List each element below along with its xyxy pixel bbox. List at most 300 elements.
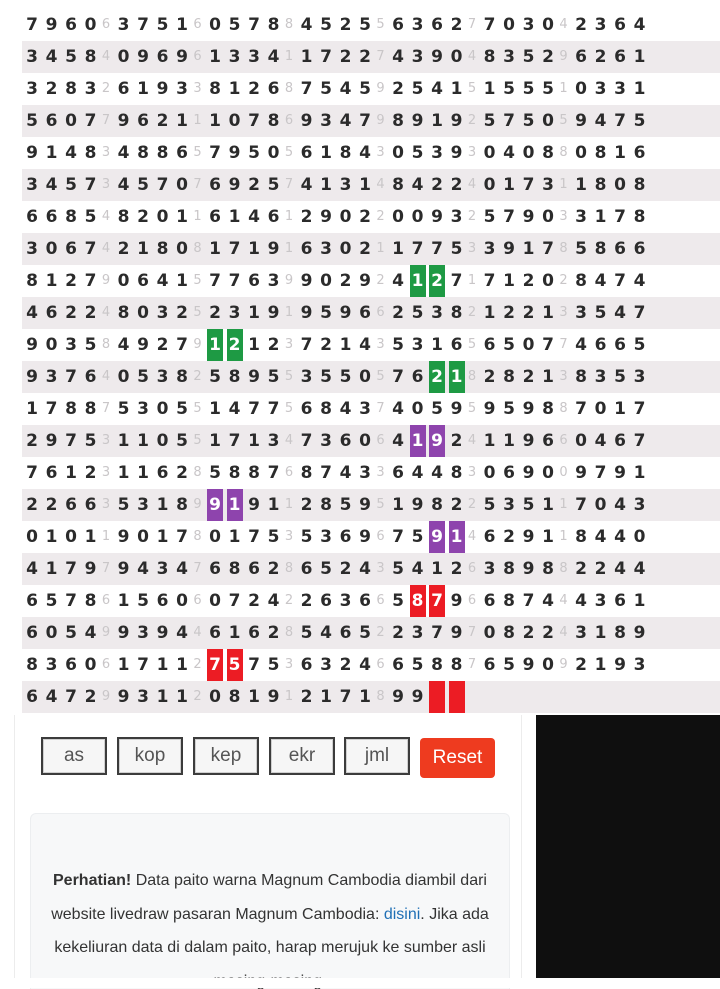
paito-digit[interactable]: 5 bbox=[357, 9, 373, 41]
paito-digit[interactable]: 8 bbox=[540, 553, 556, 585]
paito-digit[interactable]: 4 bbox=[612, 489, 628, 521]
paito-digit[interactable]: 7 bbox=[155, 169, 171, 201]
paito-digit[interactable]: 8 bbox=[573, 521, 589, 553]
paito-digit[interactable]: 9 bbox=[521, 457, 537, 489]
paito-digit[interactable]: 5 bbox=[429, 393, 445, 425]
paito-digit[interactable]: 9 bbox=[429, 425, 445, 457]
paito-digit[interactable]: 1 bbox=[116, 649, 132, 681]
paito-digit[interactable]: 6 bbox=[338, 425, 354, 457]
reset-button[interactable]: Reset bbox=[420, 738, 495, 778]
paito-digit[interactable]: 1 bbox=[246, 297, 262, 329]
paito-digit[interactable]: 4 bbox=[266, 585, 282, 617]
paito-digit[interactable]: 7 bbox=[318, 457, 334, 489]
paito-digit[interactable]: 0 bbox=[63, 105, 79, 137]
paito-separator-digit[interactable]: 9 bbox=[191, 489, 205, 521]
paito-digit[interactable]: 5 bbox=[135, 169, 151, 201]
paito-digit[interactable]: 4 bbox=[338, 73, 354, 105]
paito-digit[interactable]: 1 bbox=[135, 457, 151, 489]
paito-digit[interactable]: 5 bbox=[390, 329, 406, 361]
paito-digit[interactable]: 1 bbox=[227, 521, 243, 553]
paito-digit[interactable]: 9 bbox=[116, 521, 132, 553]
paito-digit[interactable]: 0 bbox=[207, 521, 223, 553]
paito-digit[interactable]: 7 bbox=[612, 201, 628, 233]
paito-digit[interactable]: 1 bbox=[246, 233, 262, 265]
paito-separator-digit[interactable]: 3 bbox=[374, 457, 388, 489]
paito-separator-digit[interactable]: 1 bbox=[191, 105, 205, 137]
paito-digit[interactable]: 8 bbox=[501, 553, 517, 585]
paito-separator-digit[interactable]: 2 bbox=[465, 489, 479, 521]
paito-digit[interactable]: 8 bbox=[83, 585, 99, 617]
paito-digit[interactable]: 9 bbox=[135, 329, 151, 361]
paito-digit[interactable]: 3 bbox=[318, 649, 334, 681]
paito-separator-digit[interactable]: 9 bbox=[99, 265, 113, 297]
paito-digit[interactable]: 3 bbox=[573, 297, 589, 329]
paito-separator-digit[interactable]: 7 bbox=[465, 617, 479, 649]
paito-digit[interactable]: 3 bbox=[246, 41, 262, 73]
paito-digit[interactable]: 5 bbox=[299, 521, 315, 553]
paito-digit[interactable]: 5 bbox=[593, 297, 609, 329]
paito-digit[interactable]: 4 bbox=[63, 137, 79, 169]
paito-digit[interactable]: 2 bbox=[299, 681, 315, 713]
paito-digit[interactable]: 1 bbox=[449, 73, 465, 105]
paito-digit[interactable]: 5 bbox=[24, 105, 40, 137]
paito-digit[interactable]: 8 bbox=[116, 297, 132, 329]
paito-separator-digit[interactable]: 8 bbox=[557, 393, 571, 425]
paito-digit[interactable]: 2 bbox=[573, 9, 589, 41]
paito-separator-digit[interactable]: 3 bbox=[465, 137, 479, 169]
paito-digit[interactable]: 8 bbox=[338, 137, 354, 169]
paito-separator-digit[interactable]: 1 bbox=[557, 521, 571, 553]
paito-digit[interactable]: 6 bbox=[390, 9, 406, 41]
paito-digit[interactable]: 5 bbox=[357, 617, 373, 649]
paito-digit[interactable]: 0 bbox=[357, 425, 373, 457]
paito-digit[interactable]: 4 bbox=[116, 169, 132, 201]
paito-digit[interactable]: 6 bbox=[207, 201, 223, 233]
paito-separator-digit[interactable]: 4 bbox=[557, 617, 571, 649]
paito-digit[interactable]: 3 bbox=[116, 9, 132, 41]
paito-digit[interactable]: 6 bbox=[612, 41, 628, 73]
paito-separator-digit[interactable]: 5 bbox=[191, 265, 205, 297]
paito-digit[interactable]: 7 bbox=[501, 201, 517, 233]
paito-digit[interactable]: 5 bbox=[410, 649, 426, 681]
paito-digit[interactable]: 7 bbox=[63, 681, 79, 713]
paito-digit[interactable]: 9 bbox=[521, 521, 537, 553]
paito-digit[interactable]: 6 bbox=[612, 233, 628, 265]
paito-digit[interactable]: 0 bbox=[612, 169, 628, 201]
paito-digit[interactable]: 3 bbox=[482, 553, 498, 585]
paito-digit[interactable]: 1 bbox=[44, 521, 60, 553]
paito-digit[interactable]: 1 bbox=[410, 265, 426, 297]
paito-separator-digit[interactable]: 6 bbox=[374, 521, 388, 553]
paito-digit[interactable]: 7 bbox=[44, 393, 60, 425]
filter-jml-input[interactable]: jml bbox=[344, 737, 410, 775]
paito-separator-digit[interactable]: 4 bbox=[99, 361, 113, 393]
paito-digit[interactable]: 7 bbox=[246, 9, 262, 41]
paito-digit[interactable]: 1 bbox=[44, 265, 60, 297]
paito-digit[interactable]: 7 bbox=[357, 105, 373, 137]
paito-digit[interactable]: 5 bbox=[318, 361, 334, 393]
paito-digit[interactable]: 7 bbox=[429, 585, 445, 617]
paito-digit[interactable]: 8 bbox=[501, 617, 517, 649]
paito-digit[interactable]: 4 bbox=[116, 329, 132, 361]
paito-digit[interactable]: 1 bbox=[501, 265, 517, 297]
paito-digit[interactable]: 0 bbox=[135, 297, 151, 329]
paito-digit[interactable]: 9 bbox=[449, 393, 465, 425]
paito-digit[interactable]: 4 bbox=[338, 105, 354, 137]
paito-separator-digit[interactable]: 1 bbox=[557, 73, 571, 105]
paito-separator-digit[interactable]: 1 bbox=[99, 521, 113, 553]
paito-digit[interactable]: 2 bbox=[338, 265, 354, 297]
paito-digit[interactable]: 0 bbox=[449, 41, 465, 73]
paito-digit[interactable]: 8 bbox=[227, 457, 243, 489]
paito-digit[interactable]: 8 bbox=[63, 73, 79, 105]
paito-digit[interactable]: 8 bbox=[318, 489, 334, 521]
paito-digit[interactable]: 4 bbox=[429, 73, 445, 105]
paito-separator-digit[interactable]: 2 bbox=[191, 649, 205, 681]
paito-digit[interactable]: 6 bbox=[482, 521, 498, 553]
paito-digit[interactable]: 3 bbox=[573, 201, 589, 233]
paito-digit[interactable]: 7 bbox=[135, 9, 151, 41]
paito-digit[interactable]: 4 bbox=[390, 41, 406, 73]
paito-separator-digit[interactable]: 2 bbox=[374, 617, 388, 649]
paito-digit[interactable]: 8 bbox=[390, 105, 406, 137]
paito-digit[interactable]: 8 bbox=[266, 9, 282, 41]
paito-digit[interactable]: 1 bbox=[207, 329, 223, 361]
paito-digit[interactable]: 3 bbox=[174, 73, 190, 105]
paito-digit[interactable]: 3 bbox=[482, 233, 498, 265]
paito-digit[interactable]: 2 bbox=[449, 425, 465, 457]
paito-digit[interactable]: 1 bbox=[266, 489, 282, 521]
paito-separator-digit[interactable]: 3 bbox=[557, 201, 571, 233]
paito-digit[interactable]: 7 bbox=[390, 361, 406, 393]
paito-digit[interactable]: 4 bbox=[573, 329, 589, 361]
paito-digit[interactable]: 3 bbox=[632, 489, 648, 521]
paito-digit[interactable]: 6 bbox=[135, 265, 151, 297]
paito-separator-digit[interactable]: 3 bbox=[465, 457, 479, 489]
paito-separator-digit[interactable]: 5 bbox=[282, 393, 296, 425]
paito-digit[interactable]: 0 bbox=[573, 73, 589, 105]
paito-digit[interactable]: 9 bbox=[227, 169, 243, 201]
paito-digit[interactable]: 8 bbox=[174, 361, 190, 393]
paito-digit[interactable]: 6 bbox=[155, 585, 171, 617]
paito-separator-digit[interactable]: 2 bbox=[557, 265, 571, 297]
paito-digit[interactable]: 7 bbox=[207, 137, 223, 169]
paito-digit[interactable]: 3 bbox=[632, 649, 648, 681]
paito-digit[interactable] bbox=[540, 681, 556, 713]
paito-digit[interactable]: 1 bbox=[227, 73, 243, 105]
paito-digit[interactable]: 5 bbox=[521, 105, 537, 137]
paito-digit[interactable]: 2 bbox=[246, 585, 262, 617]
paito-digit[interactable]: 5 bbox=[63, 617, 79, 649]
paito-digit[interactable]: 1 bbox=[44, 553, 60, 585]
paito-digit[interactable]: 0 bbox=[338, 233, 354, 265]
paito-digit[interactable]: 0 bbox=[540, 265, 556, 297]
paito-separator-digit[interactable]: 8 bbox=[557, 137, 571, 169]
paito-digit[interactable]: 1 bbox=[357, 681, 373, 713]
paito-digit[interactable]: 4 bbox=[410, 169, 426, 201]
paito-separator-digit[interactable]: 8 bbox=[374, 681, 388, 713]
paito-digit[interactable]: 3 bbox=[593, 361, 609, 393]
paito-digit[interactable]: 8 bbox=[83, 393, 99, 425]
paito-digit[interactable]: 5 bbox=[449, 233, 465, 265]
paito-digit[interactable]: 1 bbox=[449, 361, 465, 393]
paito-digit[interactable]: 3 bbox=[83, 73, 99, 105]
paito-separator-digit[interactable]: 6 bbox=[557, 425, 571, 457]
paito-digit[interactable]: 1 bbox=[429, 553, 445, 585]
paito-digit[interactable]: 7 bbox=[227, 425, 243, 457]
paito-digit[interactable]: 4 bbox=[593, 521, 609, 553]
paito-digit[interactable]: 5 bbox=[63, 41, 79, 73]
paito-digit[interactable]: 9 bbox=[266, 297, 282, 329]
paito-digit[interactable]: 1 bbox=[135, 73, 151, 105]
paito-digit[interactable]: 0 bbox=[155, 393, 171, 425]
paito-separator-digit[interactable]: 7 bbox=[99, 553, 113, 585]
paito-separator-digit[interactable]: 3 bbox=[374, 137, 388, 169]
paito-digit[interactable]: 5 bbox=[207, 457, 223, 489]
paito-digit[interactable]: 0 bbox=[116, 41, 132, 73]
paito-digit[interactable]: 8 bbox=[24, 649, 40, 681]
paito-digit[interactable]: 1 bbox=[207, 105, 223, 137]
paito-separator-digit[interactable]: 6 bbox=[99, 649, 113, 681]
paito-digit[interactable]: 7 bbox=[174, 329, 190, 361]
paito-digit[interactable]: 1 bbox=[174, 201, 190, 233]
paito-digit[interactable]: 2 bbox=[83, 457, 99, 489]
paito-digit[interactable]: 3 bbox=[155, 553, 171, 585]
paito-digit[interactable]: 6 bbox=[612, 585, 628, 617]
paito-digit[interactable]: 7 bbox=[540, 233, 556, 265]
paito-digit[interactable]: 1 bbox=[390, 233, 406, 265]
paito-digit[interactable]: 0 bbox=[410, 393, 426, 425]
paito-digit[interactable]: 9 bbox=[573, 105, 589, 137]
paito-digit[interactable]: 6 bbox=[449, 329, 465, 361]
paito-digit[interactable]: 6 bbox=[540, 425, 556, 457]
paito-digit[interactable]: 3 bbox=[593, 585, 609, 617]
paito-digit[interactable]: 5 bbox=[540, 73, 556, 105]
paito-digit[interactable]: 2 bbox=[449, 169, 465, 201]
paito-separator-digit[interactable]: 6 bbox=[374, 585, 388, 617]
paito-digit[interactable]: 2 bbox=[174, 297, 190, 329]
paito-digit[interactable]: 0 bbox=[116, 361, 132, 393]
paito-digit[interactable]: 7 bbox=[83, 233, 99, 265]
paito-digit[interactable]: 7 bbox=[246, 393, 262, 425]
paito-digit[interactable]: 6 bbox=[632, 137, 648, 169]
paito-digit[interactable]: 2 bbox=[573, 553, 589, 585]
paito-digit[interactable]: 0 bbox=[266, 137, 282, 169]
paito-digit[interactable]: 5 bbox=[116, 393, 132, 425]
paito-digit[interactable]: 2 bbox=[593, 41, 609, 73]
paito-separator-digit[interactable]: 4 bbox=[99, 297, 113, 329]
paito-separator-digit[interactable]: 7 bbox=[191, 169, 205, 201]
paito-digit[interactable]: 9 bbox=[83, 553, 99, 585]
paito-digit[interactable]: 4 bbox=[44, 681, 60, 713]
paito-digit[interactable]: 6 bbox=[44, 297, 60, 329]
paito-separator-digit[interactable]: 9 bbox=[99, 681, 113, 713]
paito-digit[interactable]: 5 bbox=[83, 329, 99, 361]
paito-digit[interactable]: 6 bbox=[24, 681, 40, 713]
paito-digit[interactable]: 4 bbox=[593, 105, 609, 137]
paito-digit[interactable]: 9 bbox=[501, 233, 517, 265]
paito-digit[interactable]: 3 bbox=[429, 137, 445, 169]
paito-digit[interactable]: 0 bbox=[338, 201, 354, 233]
paito-digit[interactable]: 8 bbox=[246, 457, 262, 489]
paito-digit[interactable]: 4 bbox=[227, 393, 243, 425]
paito-digit[interactable]: 5 bbox=[318, 297, 334, 329]
paito-digit[interactable]: 1 bbox=[207, 393, 223, 425]
paito-digit[interactable]: 6 bbox=[63, 9, 79, 41]
paito-separator-digit[interactable]: 2 bbox=[374, 201, 388, 233]
paito-separator-digit[interactable]: 5 bbox=[191, 297, 205, 329]
paito-digit[interactable]: 6 bbox=[135, 105, 151, 137]
paito-separator-digit[interactable]: 7 bbox=[282, 169, 296, 201]
paito-digit[interactable]: 8 bbox=[501, 585, 517, 617]
paito-digit[interactable] bbox=[632, 681, 648, 713]
paito-digit[interactable]: 4 bbox=[390, 265, 406, 297]
paito-digit[interactable]: 5 bbox=[135, 361, 151, 393]
paito-digit[interactable]: 7 bbox=[83, 169, 99, 201]
paito-digit[interactable]: 1 bbox=[501, 169, 517, 201]
paito-digit[interactable]: 5 bbox=[521, 73, 537, 105]
paito-digit[interactable]: 3 bbox=[449, 201, 465, 233]
paito-digit[interactable]: 9 bbox=[357, 265, 373, 297]
paito-digit[interactable]: 9 bbox=[24, 137, 40, 169]
paito-digit[interactable]: 3 bbox=[318, 425, 334, 457]
paito-digit[interactable]: 5 bbox=[135, 585, 151, 617]
paito-digit[interactable]: 5 bbox=[357, 73, 373, 105]
paito-digit[interactable]: 9 bbox=[299, 105, 315, 137]
paito-digit[interactable]: 5 bbox=[338, 361, 354, 393]
paito-digit[interactable]: 4 bbox=[632, 9, 648, 41]
paito-digit[interactable]: 2 bbox=[521, 297, 537, 329]
paito-digit[interactable]: 5 bbox=[266, 649, 282, 681]
paito-digit[interactable]: 7 bbox=[246, 105, 262, 137]
paito-digit[interactable]: 8 bbox=[83, 137, 99, 169]
paito-digit[interactable]: 6 bbox=[482, 585, 498, 617]
paito-separator-digit[interactable]: 1 bbox=[191, 201, 205, 233]
paito-digit[interactable]: 9 bbox=[246, 361, 262, 393]
paito-digit[interactable]: 0 bbox=[521, 137, 537, 169]
paito-digit[interactable]: 1 bbox=[207, 425, 223, 457]
paito-digit[interactable]: 0 bbox=[155, 425, 171, 457]
paito-separator-digit[interactable]: 9 bbox=[557, 41, 571, 73]
paito-digit[interactable]: 1 bbox=[155, 489, 171, 521]
paito-separator-digit[interactable]: 4 bbox=[99, 233, 113, 265]
paito-digit[interactable]: 0 bbox=[521, 329, 537, 361]
paito-digit[interactable]: 2 bbox=[521, 265, 537, 297]
paito-digit[interactable] bbox=[501, 681, 517, 713]
paito-digit[interactable]: 6 bbox=[318, 585, 334, 617]
paito-digit[interactable]: 6 bbox=[44, 201, 60, 233]
paito-digit[interactable]: 1 bbox=[174, 105, 190, 137]
paito-digit[interactable]: 1 bbox=[612, 393, 628, 425]
paito-digit[interactable]: 2 bbox=[521, 361, 537, 393]
paito-digit[interactable]: 9 bbox=[135, 41, 151, 73]
paito-digit[interactable]: 4 bbox=[632, 553, 648, 585]
paito-digit[interactable]: 6 bbox=[338, 617, 354, 649]
paito-separator-digit[interactable]: 5 bbox=[191, 425, 205, 457]
paito-digit[interactable] bbox=[429, 681, 445, 713]
paito-digit[interactable]: 2 bbox=[63, 265, 79, 297]
paito-digit[interactable]: 0 bbox=[482, 457, 498, 489]
paito-digit[interactable]: 3 bbox=[593, 9, 609, 41]
paito-digit[interactable]: 6 bbox=[246, 265, 262, 297]
paito-separator-digit[interactable]: 5 bbox=[465, 329, 479, 361]
paito-digit[interactable]: 5 bbox=[410, 297, 426, 329]
paito-digit[interactable]: 0 bbox=[155, 201, 171, 233]
paito-digit[interactable]: 4 bbox=[429, 457, 445, 489]
paito-digit[interactable]: 6 bbox=[299, 553, 315, 585]
paito-digit[interactable]: 9 bbox=[207, 489, 223, 521]
paito-digit[interactable]: 1 bbox=[116, 585, 132, 617]
paito-digit[interactable]: 3 bbox=[318, 233, 334, 265]
paito-digit[interactable]: 4 bbox=[593, 265, 609, 297]
paito-digit[interactable]: 7 bbox=[207, 649, 223, 681]
paito-digit[interactable]: 9 bbox=[357, 521, 373, 553]
paito-digit[interactable]: 8 bbox=[266, 105, 282, 137]
paito-digit[interactable]: 5 bbox=[318, 9, 334, 41]
paito-digit[interactable]: 7 bbox=[24, 457, 40, 489]
paito-separator-digit[interactable]: 5 bbox=[374, 361, 388, 393]
paito-digit[interactable]: 6 bbox=[612, 329, 628, 361]
paito-digit[interactable]: 1 bbox=[174, 265, 190, 297]
paito-separator-digit[interactable]: 7 bbox=[465, 9, 479, 41]
paito-digit[interactable]: 1 bbox=[338, 329, 354, 361]
paito-separator-digit[interactable]: 4 bbox=[465, 41, 479, 73]
paito-digit[interactable]: 5 bbox=[410, 521, 426, 553]
paito-digit[interactable]: 8 bbox=[299, 457, 315, 489]
paito-digit[interactable]: 8 bbox=[429, 649, 445, 681]
paito-digit[interactable]: 4 bbox=[357, 649, 373, 681]
paito-digit[interactable]: 8 bbox=[227, 361, 243, 393]
paito-digit[interactable]: 5 bbox=[266, 169, 282, 201]
paito-digit[interactable]: 8 bbox=[612, 617, 628, 649]
paito-digit[interactable]: 8 bbox=[63, 393, 79, 425]
paito-digit[interactable]: 6 bbox=[207, 169, 223, 201]
paito-digit[interactable]: 9 bbox=[521, 393, 537, 425]
paito-digit[interactable]: 7 bbox=[410, 233, 426, 265]
paito-digit[interactable]: 6 bbox=[299, 393, 315, 425]
paito-digit[interactable]: 2 bbox=[299, 585, 315, 617]
paito-digit[interactable]: 3 bbox=[44, 361, 60, 393]
paito-separator-digit[interactable]: 0 bbox=[557, 457, 571, 489]
paito-separator-digit[interactable]: 7 bbox=[374, 393, 388, 425]
paito-digit[interactable]: 6 bbox=[299, 137, 315, 169]
paito-digit[interactable]: 6 bbox=[246, 553, 262, 585]
paito-digit[interactable]: 1 bbox=[246, 329, 262, 361]
paito-digit[interactable]: 7 bbox=[227, 233, 243, 265]
paito-separator-digit[interactable]: 3 bbox=[99, 425, 113, 457]
paito-digit[interactable]: 2 bbox=[390, 73, 406, 105]
paito-digit[interactable]: 7 bbox=[612, 265, 628, 297]
paito-separator-digit[interactable]: 3 bbox=[465, 233, 479, 265]
paito-digit[interactable]: 6 bbox=[24, 617, 40, 649]
paito-digit[interactable]: 3 bbox=[24, 169, 40, 201]
paito-digit[interactable]: 8 bbox=[540, 137, 556, 169]
paito-digit[interactable]: 3 bbox=[227, 297, 243, 329]
paito-digit[interactable]: 9 bbox=[227, 137, 243, 169]
paito-digit[interactable]: 4 bbox=[24, 297, 40, 329]
paito-digit[interactable]: 4 bbox=[612, 521, 628, 553]
paito-digit[interactable]: 7 bbox=[612, 105, 628, 137]
paito-digit[interactable]: 5 bbox=[207, 361, 223, 393]
paito-separator-digit[interactable]: 2 bbox=[99, 73, 113, 105]
paito-separator-digit[interactable]: 4 bbox=[465, 425, 479, 457]
paito-separator-digit[interactable]: 5 bbox=[465, 393, 479, 425]
paito-digit[interactable]: 1 bbox=[632, 585, 648, 617]
paito-digit[interactable]: 6 bbox=[338, 521, 354, 553]
paito-digit[interactable]: 7 bbox=[632, 393, 648, 425]
paito-separator-digit[interactable]: 6 bbox=[374, 425, 388, 457]
paito-separator-digit[interactable]: 1 bbox=[557, 169, 571, 201]
